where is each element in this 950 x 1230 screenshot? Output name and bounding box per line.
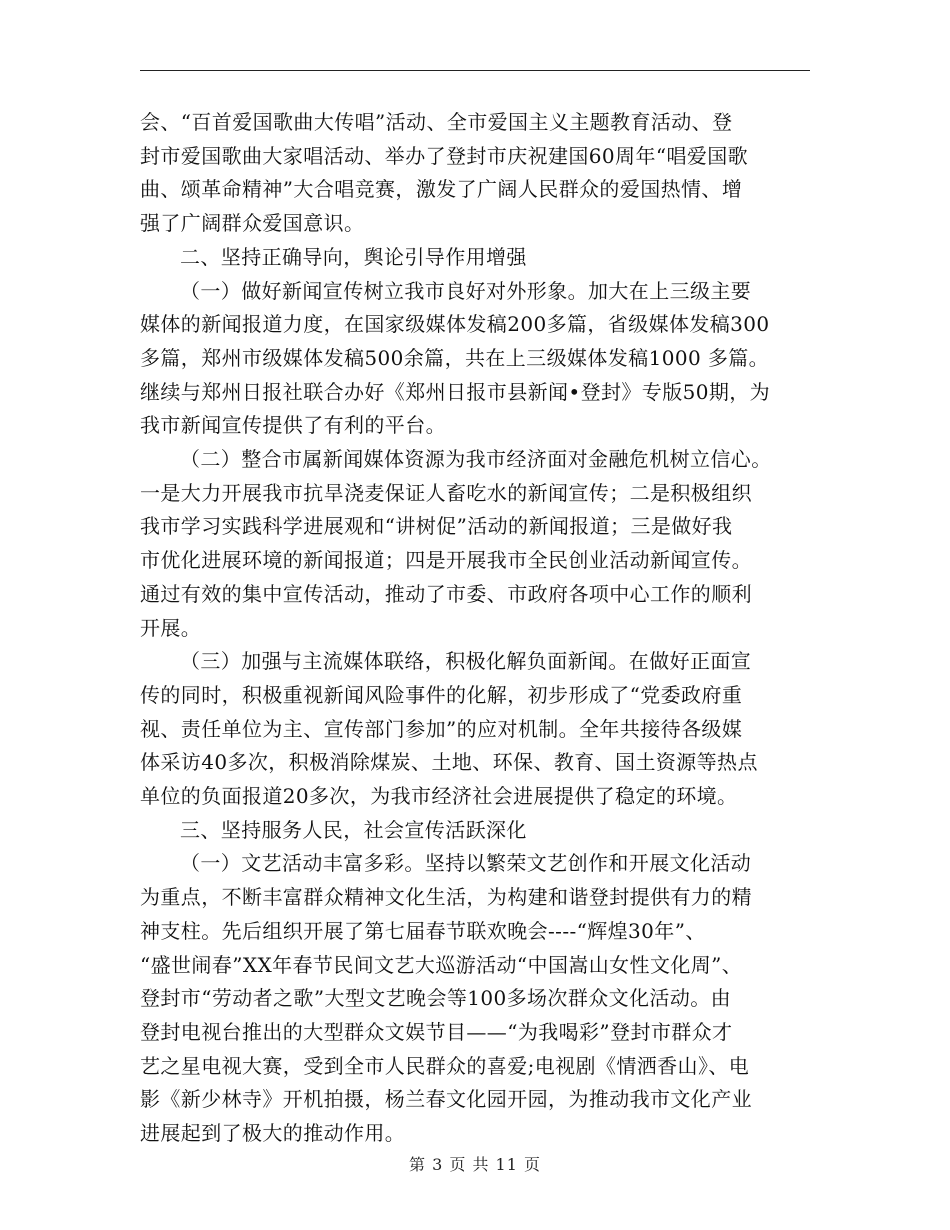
paragraph-2-3 [140,645,820,814]
text-line: （三）加强与主流媒体联络，积极化解负面新闻。在做好正面宣 [180,649,752,674]
text-line: 封市爱国歌曲大家唱活动、举办了登封市庆祝建国60周年“唱爱国歌 [140,143,749,168]
heading-line: 三、坚持服务人民，社会宣传活跃深化 [180,817,527,842]
header-rule [140,70,810,71]
paragraph-2-2 [140,443,820,645]
text-line: 媒体的新闻报道力度，在国家级媒体发稿200多篇，省级媒体发稿300 [140,312,770,337]
text-line: 进展起到了极大的推动作用。 [140,1121,406,1146]
text-line: 会、“百首爱国歌曲大传唱”活动、全市爱国主义主题教育活动、登 [140,110,733,134]
document-body [140,106,820,1151]
page-number-footer: 第 3 页 共 11 页 [409,1155,541,1174]
text-line: 登封市“劳动者之歌”大型文艺晚会等100多场次群众文化活动。由 [140,986,732,1011]
text-line: （二）整合市属新闻媒体资源为我市经济面对金融危机树立信心。 [180,447,772,472]
text-line: 传的同时，积极重视新闻风险事件的化解，初步形成了“党委政府重 [140,682,743,707]
text-line: 为重点，不断丰富群众精神文化生活，为构建和谐登封提供有力的精 [140,885,752,910]
text-line: 艺之星电视大赛，受到全市人民群众的喜爱;电视剧《情洒香山》、电 [140,1053,750,1078]
text-line: 强了广阔群众爱国意识。 [140,211,365,236]
text-line: （一）文艺活动丰富多彩。坚持以繁荣文艺创作和开展文化活动 [180,851,752,876]
paragraph-continuation [140,106,820,241]
text-line: 继续与郑州日报社联合办好《郑州日报市县新闻•登封》专版50期，为 [140,379,771,404]
text-line: “盛世闹春”XX年春节民间文艺大巡游活动“中国嵩山女性文化周”、 [140,952,743,977]
section-heading-2 [140,241,820,275]
text-line: 多篇，郑州市级媒体发稿500余篇，共在上三级媒体发稿1000 多篇。 [140,345,770,370]
text-line: 一是大力开展我市抗旱浇麦保证人畜吃水的新闻宣传；二是积极组织 [140,480,752,505]
text-line: 视、责任单位为主、宣传部门参加”的应对机制。全年共接待各级媒 [140,716,743,741]
text-line: 登封电视台推出的大型群众文娱节目——“为我喝彩”登封市群众才 [140,1019,733,1044]
text-line: （一）做好新闻宣传树立我市良好对外形象。加大在上三级主要 [180,278,752,303]
text-line: 曲、颂革命精神”大合唱竞赛，激发了广阔人民群众的爱国热情、增 [140,177,743,202]
text-line: 单位的负面报道20多次，为我市经济社会进展提供了稳定的环境。 [140,784,738,809]
text-line: 体采访40多次，积极消除煤炭、土地、环保、教育、国土资源等热点 [140,750,758,775]
text-line: 我市新闻宣传提供了有利的平台。 [140,413,446,438]
text-line: 神支柱。先后组织开展了第七届春节联欢晚会----“辉煌30年”、 [140,918,706,943]
paragraph-3-1 [140,847,820,1150]
text-line: 开展。 [140,615,202,640]
text-line: 影《新少林寺》开机拍摄，杨兰春文化园开园，为推动我市文化产业 [140,1087,752,1112]
text-line: 我市学习实践科学进展观和“讲树促”活动的新闻报道；三是做好我 [140,514,733,539]
text-line: 通过有效的集中宣传活动，推动了市委、市政府各项中心工作的顺利 [140,581,752,606]
section-heading-3 [140,814,820,848]
paragraph-2-1 [140,275,820,444]
heading-line: 二、坚持正确导向，舆论引导作用增强 [180,244,527,269]
text-line: 市优化进展环境的新闻报道；四是开展我市全民创业活动新闻宣传。 [140,548,752,573]
